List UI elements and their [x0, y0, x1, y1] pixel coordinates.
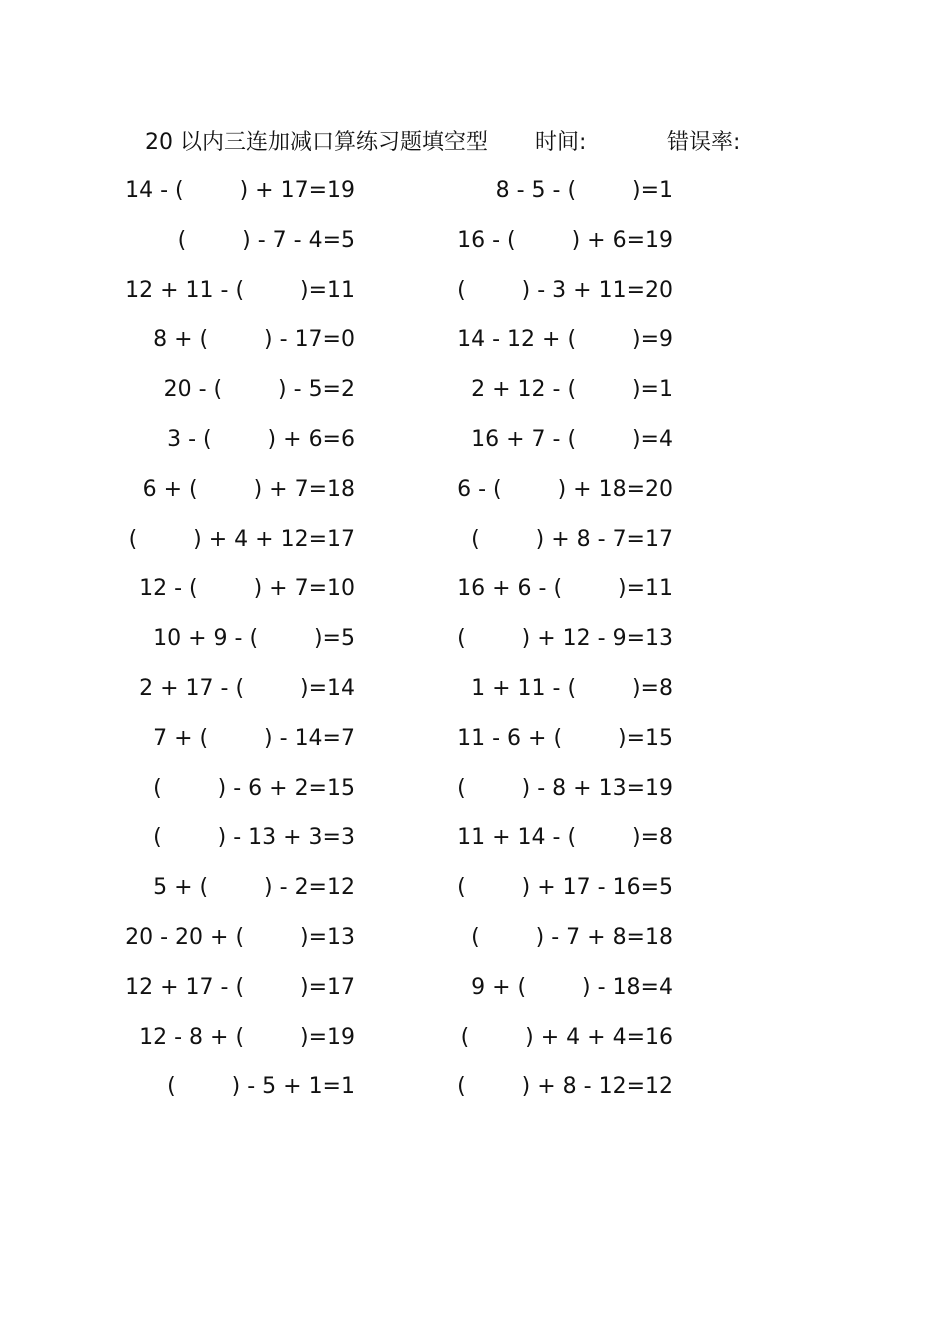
problem-left: 3 - ( ) + 6=6 [167, 426, 355, 452]
problem-left: ( ) - 6 + 2=15 [153, 775, 355, 801]
problem-left: 12 - 8 + ( )=19 [139, 1024, 355, 1050]
problem-left: 12 - ( ) + 7=10 [139, 576, 355, 602]
problem-row [0, 1021, 950, 1071]
problem-right: 9 + ( ) - 18=4 [471, 974, 673, 1000]
problem-right: 11 + 14 - ( )=8 [457, 825, 673, 851]
problem-right: ( ) + 17 - 16=5 [457, 875, 673, 901]
problem-right: 16 + 6 - ( )=11 [457, 576, 673, 602]
problem-left: ( ) - 13 + 3=3 [153, 825, 355, 851]
problem-right: 2 + 12 - ( )=1 [471, 377, 673, 403]
problem-row [0, 572, 950, 622]
problem-row [0, 921, 950, 971]
problem-left: 7 + ( ) - 14=7 [153, 725, 355, 751]
problem-left: 8 + ( ) - 17=0 [153, 327, 355, 353]
problem-list [0, 174, 950, 1120]
problem-left: 20 - ( ) - 5=2 [163, 377, 355, 403]
problem-row [0, 772, 950, 822]
problem-left: ( ) - 5 + 1=1 [167, 1074, 355, 1100]
problem-right: 16 + 7 - ( )=4 [471, 426, 673, 452]
problem-left: 2 + 17 - ( )=14 [139, 675, 355, 701]
time-label: 时间: [535, 130, 587, 155]
problem-row [0, 174, 950, 224]
problem-row [0, 274, 950, 324]
problem-left: 12 + 17 - ( )=17 [125, 974, 355, 1000]
problem-right: ( ) + 8 - 12=12 [457, 1074, 673, 1100]
problem-row [0, 473, 950, 523]
worksheet-title: 20 以内三连加减口算练习题填空型 [145, 130, 488, 155]
problem-row [0, 672, 950, 722]
problem-right: 14 - 12 + ( )=9 [457, 327, 673, 353]
problem-left: 10 + 9 - ( )=5 [153, 626, 355, 652]
problem-row [0, 523, 950, 573]
problem-row [0, 373, 950, 423]
problem-left: ( ) - 7 - 4=5 [177, 227, 355, 253]
problem-right: 16 - ( ) + 6=19 [457, 227, 673, 253]
problem-row [0, 622, 950, 672]
problem-row [0, 971, 950, 1021]
problem-row [0, 224, 950, 274]
problem-row [0, 1070, 950, 1120]
problem-right: ( ) - 8 + 13=19 [457, 775, 673, 801]
problem-row [0, 423, 950, 473]
problem-right: 6 - ( ) + 18=20 [457, 476, 673, 502]
problem-left: 20 - 20 + ( )=13 [125, 924, 355, 950]
worksheet-header [145, 126, 785, 160]
problem-left: 5 + ( ) - 2=12 [153, 875, 355, 901]
problem-right: ( ) - 3 + 11=20 [457, 277, 673, 303]
problem-left: ( ) + 4 + 12=17 [128, 526, 355, 552]
error-rate-label: 错误率: [667, 130, 741, 155]
problem-left: 12 + 11 - ( )=11 [125, 277, 355, 303]
problem-right: 1 + 11 - ( )=8 [471, 675, 673, 701]
problem-right: ( ) + 8 - 7=17 [471, 526, 673, 552]
problem-right: 8 - 5 - ( )=1 [495, 178, 673, 203]
problem-right: 11 - 6 + ( )=15 [457, 725, 673, 751]
problem-row [0, 323, 950, 373]
problem-right: ( ) + 4 + 4=16 [460, 1024, 673, 1050]
problem-row [0, 821, 950, 871]
problem-row [0, 722, 950, 772]
problem-row [0, 871, 950, 921]
problem-left: 6 + ( ) + 7=18 [142, 476, 355, 502]
problem-right: ( ) + 12 - 9=13 [457, 626, 673, 652]
problem-right: ( ) - 7 + 8=18 [471, 924, 673, 950]
problem-left: 14 - ( ) + 17=19 [125, 178, 355, 203]
